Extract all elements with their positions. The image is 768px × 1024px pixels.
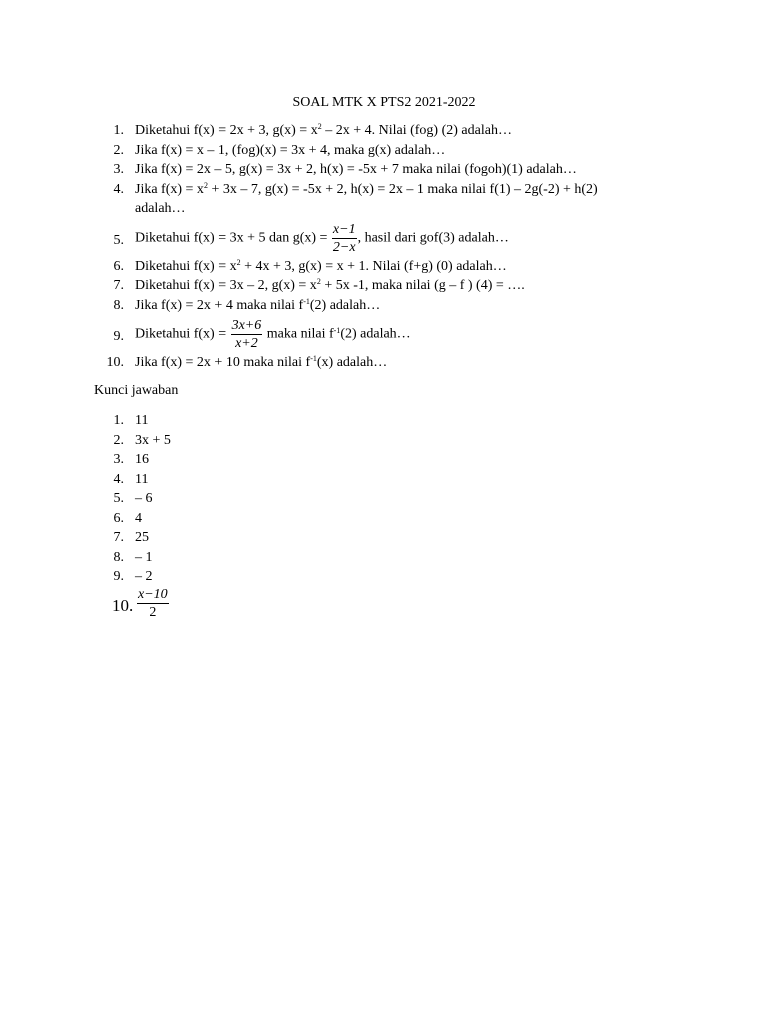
fraction [137,587,169,620]
exponent: -1 [303,296,310,306]
answer-number: 1. [113,413,124,428]
answer-item [94,411,654,431]
question-number: 2. [113,142,124,158]
question-item [94,257,654,277]
question-number: 7. [113,278,124,293]
question-item [94,315,654,353]
answer-item [94,567,654,587]
question-text: Diketahui f(x) = 3x – 2, g(x) = x [135,278,317,293]
question-text: + 4x + 3, g(x) = x + 1. Nilai (f+g) (0) adalah… [240,258,507,274]
question-text-continuation: adalah… [135,201,186,216]
answer-item [94,548,654,568]
answer-text: 16 [135,452,149,467]
answer-text: – 1 [135,549,153,565]
question-text: Diketahui f(x) = 3x + 5 dan g(x) = [135,230,331,246]
question-text: Diketahui f(x) = 2x + 3, g(x) = x [135,123,318,138]
answer-text: 25 [135,530,149,545]
answer-number: 4. [113,471,124,487]
page-title: SOAL MTK X PTS2 2021-2022 [292,95,476,110]
answer-number: 9. [113,569,124,584]
question-text: + 5x -1, maka nilai (g – f ) (4) = …. [320,278,525,293]
question-number: 1. [113,123,124,138]
answer-item [94,431,654,451]
question-item [94,160,654,180]
question-item [94,141,654,161]
question-text: Diketahui f(x) = x [135,258,237,274]
question-text: Jika f(x) = x – 1, (fog)(x) = 3x + 4, maka g(x) adalah… [135,142,446,158]
answer-text: – 2 [135,569,153,584]
answer-item [94,450,654,470]
answer-number: 7. [113,530,124,545]
question-number: 3. [113,162,124,177]
question-text: Jika f(x) = 2x + 10 maka nilai f [135,355,311,370]
answer-item [94,528,654,548]
question-text: (2) adalah… [309,297,381,313]
fraction [332,222,357,255]
answer-text: 4 [135,510,142,526]
question-text: , hasil dari gof(3) adalah… [357,230,509,246]
question-number: 8. [113,297,124,313]
fraction-denominator: 2−x [332,239,356,255]
question-text: + 3x – 7, g(x) = -5x + 2, h(x) = 2x – 1 maka nilai f(1) – 2g(-2) + h(2) [207,181,598,197]
answer-number: 5. [113,491,124,506]
exponent: -1 [333,325,341,335]
answer-item [94,509,654,529]
answer-number: 8. [113,549,124,565]
question-text: – 2x + 4. Nilai (fog) (2) adalah… [321,123,512,138]
answer-list [94,411,654,620]
answer-text: – 6 [135,491,153,506]
question-item [94,353,654,373]
fraction-numerator: 3x+6 [231,318,262,333]
question-number: 4. [113,181,124,197]
question-item [94,180,654,219]
answer-item [94,470,654,490]
question-item [94,219,654,257]
question-text: Jika f(x) = 2x + 4 maka nilai f [135,297,304,313]
exponent: 2 [203,180,208,190]
exponent: 2 [316,277,321,286]
answer-text: 3x + 5 [135,432,171,448]
exponent: 2 [236,257,241,267]
fraction [231,318,263,351]
fraction-denominator: x+2 [235,336,258,351]
question-text: maka nilai f [263,326,334,342]
answer-text: 11 [135,413,149,428]
fraction-denominator: 2 [149,604,157,620]
question-text: Jika f(x) = 2x – 5, g(x) = 3x + 2, h(x) = -5x + 7 maka nilai (fogoh)(1) adalah… [135,162,577,177]
question-list [94,121,654,373]
question-text: Diketahui f(x) = [135,326,230,342]
answer-number: 6. [113,510,124,526]
fraction-numerator: x−10 [138,586,168,602]
answer-number: 3. [113,452,124,467]
question-item [94,296,654,316]
question-item [94,276,654,296]
question-text: (x) adalah… [316,355,388,370]
answer-item [94,587,654,620]
answer-key-heading: Kunci jawaban [94,383,179,398]
answer-text: 11 [135,471,149,487]
exponent: 2 [317,122,322,131]
fraction-numerator: x−1 [332,221,356,237]
question-number: 6. [113,258,124,274]
answer-number: 10. [112,595,134,615]
question-text: Jika f(x) = x [135,181,204,197]
question-text: (2) adalah… [340,326,411,342]
answer-number: 2. [113,432,124,448]
exponent: -1 [310,354,317,363]
question-number: 9. [113,329,124,344]
question-number: 10. [106,355,124,370]
question-number: 5. [113,232,124,248]
question-item [94,121,654,141]
answer-item [94,489,654,509]
